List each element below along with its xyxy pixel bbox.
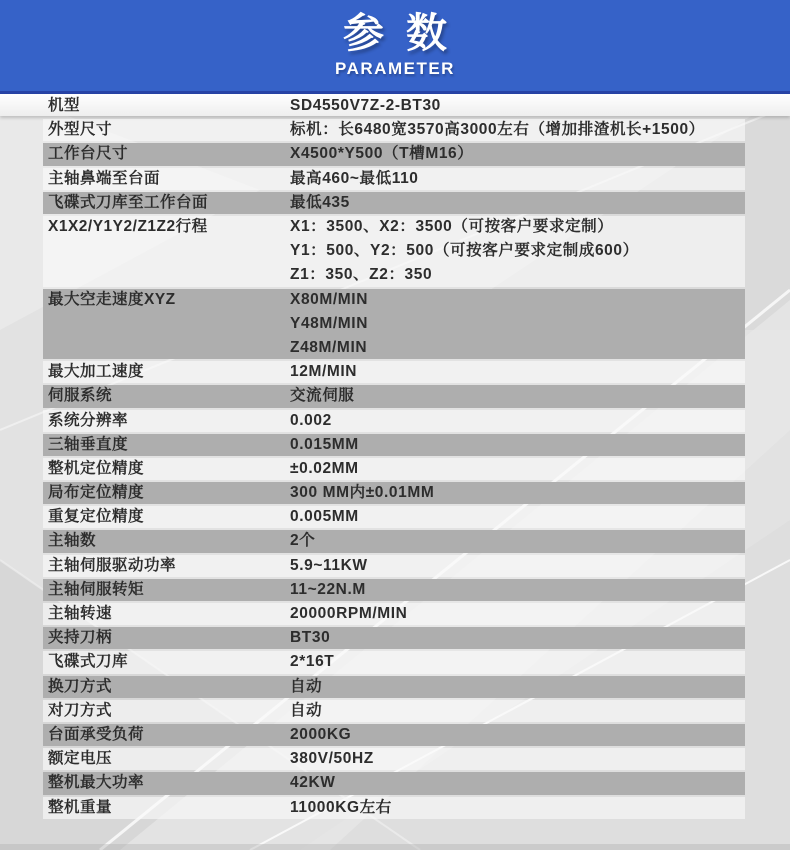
- row-values: [290, 481, 790, 505]
- row-label: 整机定位精度: [48, 459, 145, 477]
- table-row: [0, 481, 790, 505]
- row-value: 自动: [290, 677, 323, 695]
- row-label: 飞碟式刀库: [48, 653, 129, 671]
- row-label: 最大空走速度XYZ: [48, 290, 176, 308]
- row-label: 夹持刀柄: [48, 629, 113, 647]
- table-row: [0, 409, 790, 433]
- table-row: [0, 167, 790, 191]
- row-values: [290, 554, 790, 578]
- row-value: 0.002: [290, 411, 332, 429]
- row-value: 2000KG: [290, 725, 352, 743]
- row-values: [290, 723, 790, 747]
- table-row: [0, 578, 790, 602]
- row-label: X1X2/Y1Y2/Z1Z2行程: [48, 217, 208, 235]
- row-value: 0.015MM: [290, 435, 359, 453]
- table-row: [0, 771, 790, 795]
- row-label: 局布定位精度: [48, 484, 145, 502]
- row-value: 300 MM内±0.01MM: [290, 484, 435, 502]
- row-values: [290, 675, 790, 699]
- row-value: 5.9~11KW: [290, 556, 368, 574]
- row-label: 额定电压: [48, 750, 113, 768]
- row-label: 工作台尺寸: [48, 145, 129, 163]
- row-values: [290, 94, 790, 118]
- table-row: [0, 699, 790, 723]
- table-row: [0, 215, 790, 288]
- row-values: [290, 796, 790, 820]
- row-label: 重复定位精度: [48, 508, 145, 526]
- table-row: [0, 505, 790, 529]
- row-value: 最低435: [290, 193, 350, 211]
- bottom-strip: [0, 844, 790, 850]
- row-label: 主轴转速: [48, 605, 113, 622]
- page-title: 参数: [343, 9, 469, 56]
- row-label: 三轴垂直度: [48, 435, 129, 453]
- row-values: [290, 457, 790, 481]
- row-values: [290, 602, 790, 626]
- row-label: 换刀方式: [48, 677, 113, 695]
- row-values: [290, 771, 790, 795]
- row-value: Y1：500、Y2：500（可按客户要求定制成600）: [290, 242, 639, 260]
- row-value: BT30: [290, 629, 331, 647]
- row-values: [290, 118, 790, 142]
- row-values: [290, 215, 790, 288]
- row-label: 飞碟式刀库至工作台面: [48, 193, 209, 211]
- row-value: 12M/MIN: [290, 363, 358, 381]
- row-label: 最大加工速度: [48, 363, 145, 381]
- row-values: [290, 167, 790, 191]
- row-value: Z1：350、Z2：350: [290, 266, 433, 284]
- table-row: [0, 384, 790, 408]
- row-value: 11~22N.M: [290, 580, 366, 598]
- row-value: X1：3500、X2：3500（可按客户要求定制）: [290, 217, 614, 235]
- header-banner: [0, 0, 790, 94]
- row-value: Y48M/MIN: [290, 314, 369, 332]
- row-value: 11000KG左右: [290, 798, 392, 816]
- table-row: [0, 650, 790, 674]
- row-label: 外型尺寸: [48, 121, 113, 139]
- table-row: [0, 142, 790, 166]
- table-row: [0, 360, 790, 384]
- row-values: [290, 747, 790, 771]
- row-value: 标机：长6480宽3570高3000左右（增加排渣机长+1500）: [290, 121, 705, 139]
- table-row: [0, 191, 790, 215]
- table-row: [0, 529, 790, 553]
- row-value: X80M/MIN: [290, 290, 369, 308]
- table-row: [0, 796, 790, 820]
- row-label: 机型: [48, 97, 81, 114]
- row-values: [290, 650, 790, 674]
- row-value: 2个: [290, 532, 316, 550]
- row-value: 20000RPM/MIN: [290, 605, 408, 622]
- spec-table: [0, 94, 790, 820]
- row-values: [290, 529, 790, 553]
- table-row: [0, 118, 790, 142]
- row-label: 台面承受负荷: [48, 725, 145, 743]
- row-values: [290, 384, 790, 408]
- row-values: [290, 360, 790, 384]
- table-row: [0, 675, 790, 699]
- row-label: 主轴鼻端至台面: [48, 169, 161, 187]
- row-values: [290, 505, 790, 529]
- row-value: 自动: [290, 701, 323, 719]
- table-row: [0, 288, 790, 361]
- table-row: [0, 94, 790, 118]
- row-value: 0.005MM: [290, 508, 359, 526]
- row-value: 42KW: [290, 774, 336, 792]
- table-row: [0, 747, 790, 771]
- row-value: X4500*Y500（T槽M16）: [290, 145, 474, 163]
- row-values: [290, 142, 790, 166]
- table-row: [0, 723, 790, 747]
- row-values: [290, 626, 790, 650]
- table-row: [0, 554, 790, 578]
- row-label: 主轴伺服转矩: [48, 580, 145, 598]
- row-value: 380V/50HZ: [290, 750, 374, 768]
- row-values: [290, 191, 790, 215]
- row-values: [290, 288, 790, 361]
- row-values: [290, 433, 790, 457]
- table-row: [0, 433, 790, 457]
- table-row: [0, 626, 790, 650]
- row-label: 主轴伺服驱动功率: [48, 556, 177, 574]
- row-label: 对刀方式: [48, 701, 113, 719]
- row-label: 系统分辨率: [48, 411, 129, 429]
- row-values: [290, 578, 790, 602]
- row-values: [290, 699, 790, 723]
- table-row: [0, 457, 790, 481]
- page-subtitle: PARAMETER: [335, 58, 455, 78]
- row-label: 伺服系统: [48, 387, 113, 405]
- row-value: Z48M/MIN: [290, 338, 368, 356]
- row-label: 整机重量: [48, 798, 113, 816]
- row-values: [290, 409, 790, 433]
- table-row: [0, 602, 790, 626]
- row-value: 交流伺服: [290, 387, 355, 405]
- row-value: 最高460~最低110: [290, 169, 419, 187]
- row-value: 2*16T: [290, 653, 335, 671]
- row-value: ±0.02MM: [290, 459, 359, 477]
- row-value: SD4550V7Z-2-BT30: [290, 97, 441, 114]
- row-label: 主轴数: [48, 532, 97, 550]
- row-label: 整机最大功率: [48, 774, 145, 792]
